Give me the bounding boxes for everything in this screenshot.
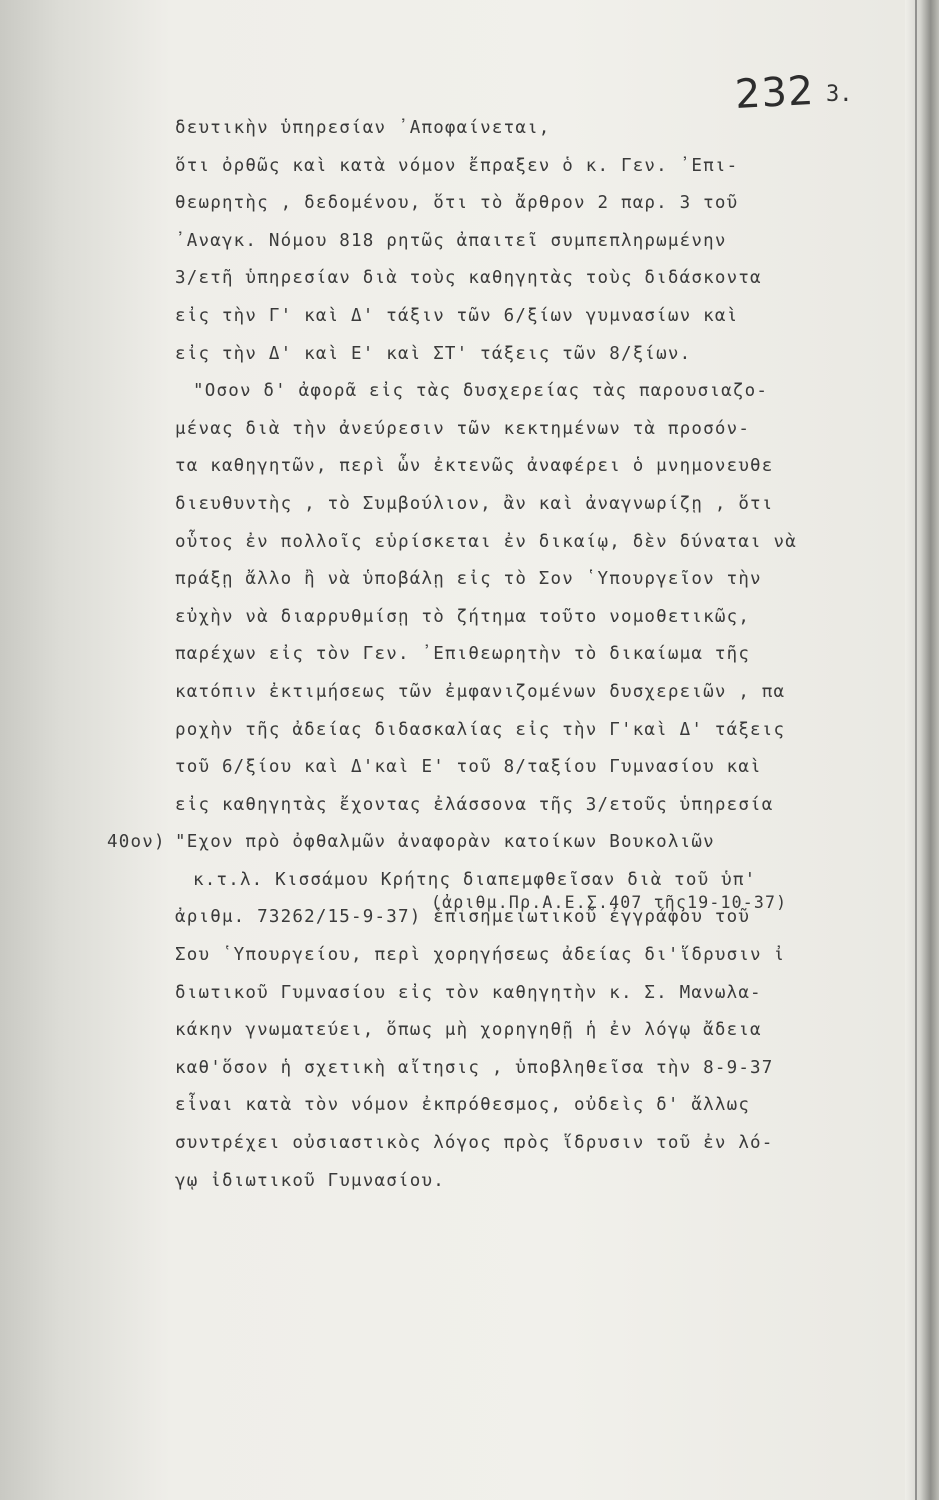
text-line: ᾿Αναγκ. Νόμου 818 ρητῶς ἀπαιτεῖ συμπεπληρωμένην [175,230,727,251]
text-line: εἶναι κατὰ τὸν νόμον ἐκπρόθεσμος, οὐδεὶς δ' ἄλλως [175,1095,751,1116]
text-line: γῳ ἰδιωτικοῦ Γυμνασίου. [175,1170,445,1191]
text-line: παρέχων εἰς τὸν Γεν. ᾿Επιθεωρητὴν τὸ δικαίωμα τῆς [175,644,751,665]
text-line: κατόπιν ἐκτιμήσεως τῶν ἐμφανιζομένων δυσχερειῶν , πα [175,681,786,702]
text-line: Σου ῾Υπουργείου, περὶ χορηγήσεως ἀδείας δι'ἵδρυσιν ἰ [175,945,786,966]
item-text: "Εχον πρὸ ὀφθαλμῶν ἀναφορὰν κατοίκων Βουκολιῶν [175,832,715,853]
text-line: μένας διὰ τὴν ἀνεύρεσιν τῶν κεκτημένων τὰ προσόν- [175,418,751,439]
text-line: ροχὴν τῆς ἀδείας διδασκαλίας εἰς τὴν Γ'καὶ Δ' τάξεις [175,719,786,740]
text-line: 3/ετῆ ὑπηρεσίαν διὰ τοὺς καθηγητὰς τοὺς διδάσκοντα [175,268,762,289]
text-line-numbered [107,824,915,862]
text-line: τοῦ 6/ξίου καὶ Δ'καὶ Ε' τοῦ 8/ταξίου Γυμνασίου καὶ [175,757,762,778]
text-line: δευτικὴν ὑπηρεσίαν ᾿Αποφαίνεται, [175,118,551,138]
text-line: κάκην γνωματεύει, ὅπως μὴ χορηγηθῇ ἡ ἐν λόγῳ ἄδεια [175,1020,762,1041]
text-line: καθ'ὅσον ἡ σχετικὴ αἴτησις , ὑποβληθεῖσα τὴν 8-9-37 [175,1057,774,1078]
inserted-reference-line: (ἀριθμ.Πρ.Α.Ε.Σ.407 τῆς19-10-37) [431,893,788,913]
item-number: 40ον) [107,832,166,853]
text-line: "Οσον δ' ἀφορᾶ εἰς τὰς δυσχερείας τὰς παρουσιαζο- [193,381,769,402]
handwritten-folio-number: 232 [733,67,816,119]
text-line: ὅτι ὀρθῶς καὶ κατὰ νόμον ἔπραξεν ὁ κ. Γεν. ᾿Επι- [175,155,739,176]
text-line: ἀριθμ. 73262/15-9-37) ἐπισημειωτικοῦ ἐγγράφου τοῦ [175,907,751,928]
text-line: εὐχὴν νὰ διαρρυθμίσῃ τὸ ζήτημα τοῦτο νομοθετικῶς, [175,606,751,627]
text-line: εἰς τὴν Δ' καὶ Ε' καὶ ΣΤ' τάξεις τῶν 8/ξίων. [175,343,692,364]
binding-edge-line [915,0,917,1500]
text-line: διωτικοῦ Γυμνασίου εἰς τὸν καθηγητὴν κ. Σ. Μανωλα- [175,982,762,1003]
text-line: θεωρητὴς , δεδομένου, ὅτι τὸ ἄρθρον 2 παρ. 3 τοῦ [175,193,739,214]
text-line: διευθυντὴς , τὸ Συμβούλιον, ἂν καὶ ἀναγνωρίζῃ , ὅτι [175,493,774,514]
text-line: συντρέχει οὐσιαστικὸς λόγος πρὸς ἵδρυσιν τοῦ ἐν λό- [175,1133,774,1154]
text-line: εἰς τὴν Γ' καὶ Δ' τάξιν τῶν 6/ξίων γυμνασίων καὶ [175,305,739,326]
text-line: τα καθηγητῶν, περὶ ὧν ἐκτενῶς ἀναφέρει ὁ μνημονευθε [175,456,774,477]
text-line: κ.τ.λ. Κισσάμου Κρήτης διαπεμφθεῖσαν διὰ τοῦ ὑπ' [193,869,757,890]
typewritten-text-block [107,110,915,1200]
text-line: οὗτος ἐν πολλοῖς εὑρίσκεται ἐν δικαίῳ, δὲν δύναται νὰ [175,531,798,552]
text-line: πράξῃ ἄλλο ἢ νὰ ὑποβάλῃ εἰς τὸ Σον ῾Υπουργεῖον τὴν [175,569,762,590]
page-number: 3. [826,82,853,107]
text-line: εἰς καθηγητὰς ἔχοντας ἐλάσσονα τῆς 3/ετοῦς ὑπηρεσία [175,794,774,815]
